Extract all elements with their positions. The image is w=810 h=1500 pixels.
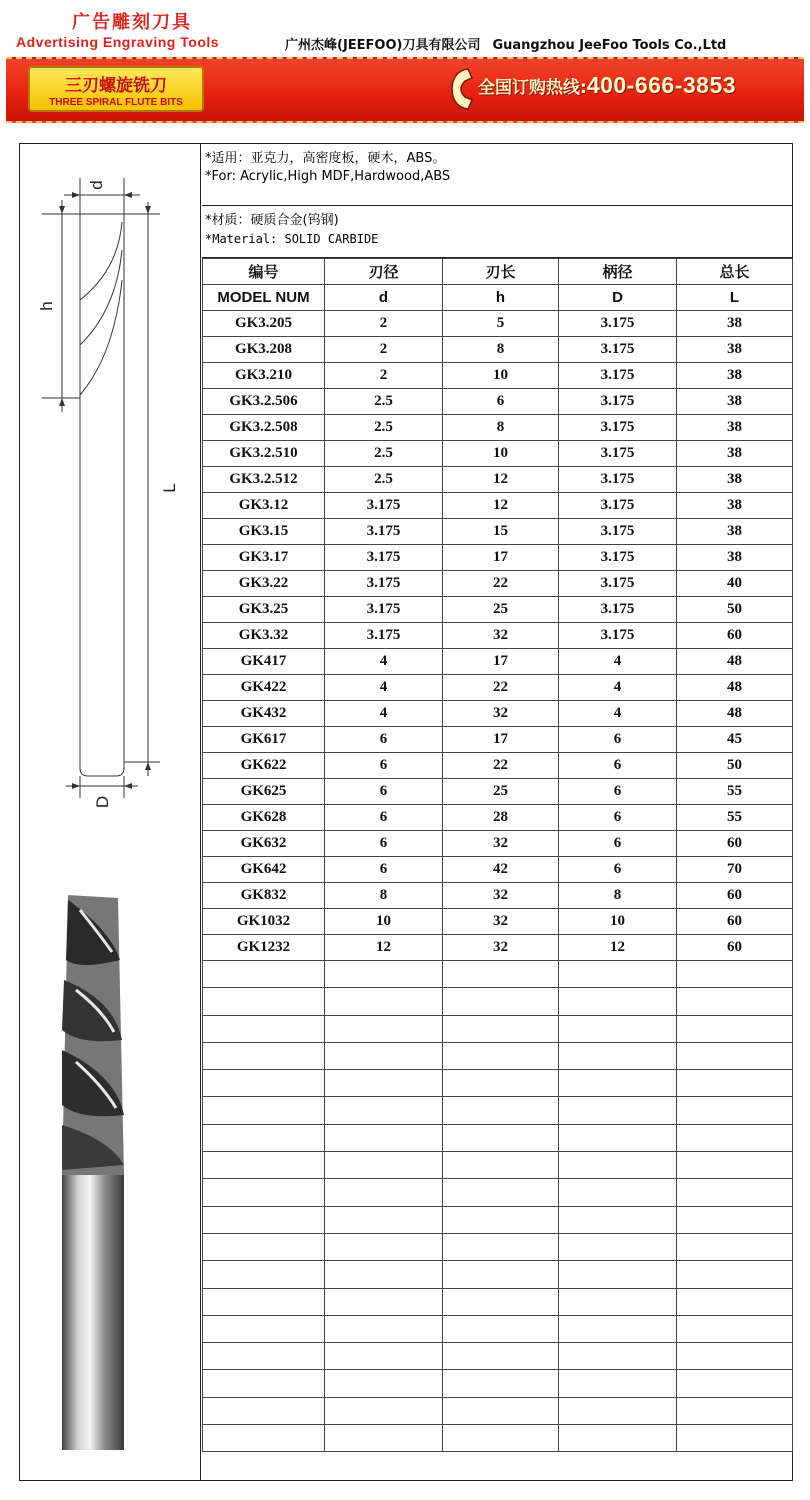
shank-diameter-cell: 3.175 [559, 571, 677, 597]
empty-cell [677, 1206, 793, 1233]
table-row [203, 467, 793, 493]
empty-cell [677, 1288, 793, 1315]
shank-diameter-cell: 3.175 [559, 597, 677, 623]
shank-diameter-cell: 4 [559, 701, 677, 727]
model-cell: GK3.25 [203, 597, 325, 623]
col-header-d-en: d [325, 285, 443, 311]
empty-cell [203, 1233, 325, 1260]
shank-diameter-cell: 6 [559, 779, 677, 805]
empty-cell [203, 1097, 325, 1124]
cutting-length-cell: 8 [443, 337, 559, 363]
overall-length-cell: 55 [677, 779, 793, 805]
cutting-diameter-cell: 3.175 [325, 623, 443, 649]
overall-length-cell: 60 [677, 623, 793, 649]
table-row [203, 857, 793, 883]
empty-cell [677, 1425, 793, 1452]
cutting-diameter-cell: 3.175 [325, 519, 443, 545]
cutting-diameter-cell: 2 [325, 337, 443, 363]
brand-name-cn: 广告雕刻刀具 [72, 12, 192, 33]
empty-cell [677, 1070, 793, 1097]
empty-cell [325, 1425, 443, 1452]
table-row [203, 311, 793, 337]
empty-cell [443, 1315, 559, 1342]
model-cell: GK3.2.508 [203, 415, 325, 441]
empty-cell [325, 1233, 443, 1260]
empty-cell [443, 1233, 559, 1260]
overall-length-cell: 38 [677, 311, 793, 337]
empty-cell [559, 1315, 677, 1342]
cutting-length-cell: 5 [443, 311, 559, 337]
empty-cell [443, 1288, 559, 1315]
empty-cell [559, 1042, 677, 1069]
cutting-length-cell: 25 [443, 597, 559, 623]
empty-cell [325, 1097, 443, 1124]
cutting-diameter-cell: 2.5 [325, 415, 443, 441]
empty-cell [443, 1425, 559, 1452]
empty-cell [443, 1097, 559, 1124]
empty-cell [325, 1397, 443, 1424]
cutting-diameter-cell: 3.175 [325, 493, 443, 519]
cutting-length-cell: 17 [443, 649, 559, 675]
model-cell: GK422 [203, 675, 325, 701]
empty-cell [203, 1206, 325, 1233]
empty-cell [325, 1206, 443, 1233]
empty-cell [677, 1042, 793, 1069]
overall-length-cell: 38 [677, 441, 793, 467]
col-header-d-cn: 刃径 [325, 259, 443, 285]
empty-cell [203, 1042, 325, 1069]
empty-cell [559, 1015, 677, 1042]
model-cell: GK625 [203, 779, 325, 805]
shank-diameter-cell: 3.175 [559, 441, 677, 467]
table-row [203, 597, 793, 623]
overall-length-cell: 38 [677, 545, 793, 571]
overall-length-cell: 40 [677, 571, 793, 597]
material-cn: *材质：硬质合金(钨钢) [205, 213, 339, 228]
cutting-diameter-cell: 3.175 [325, 571, 443, 597]
model-cell: GK832 [203, 883, 325, 909]
empty-cell [677, 1343, 793, 1370]
empty-cell [325, 1070, 443, 1097]
model-cell: GK3.208 [203, 337, 325, 363]
empty-row [203, 1261, 793, 1288]
cutting-length-cell: 17 [443, 545, 559, 571]
empty-cell [203, 1152, 325, 1179]
shank-diameter-cell: 3.175 [559, 337, 677, 363]
col-header-L-cn: 总长 [677, 259, 793, 285]
cutting-diameter-cell: 2 [325, 311, 443, 337]
overall-length-cell: 50 [677, 597, 793, 623]
table-row [203, 701, 793, 727]
empty-cell [325, 1124, 443, 1151]
cutting-length-cell: 32 [443, 883, 559, 909]
empty-row [203, 1370, 793, 1397]
model-cell: GK1232 [203, 935, 325, 961]
col-header-L-en: L [677, 285, 793, 311]
empty-cell [559, 1397, 677, 1424]
model-cell: GK3.2.510 [203, 441, 325, 467]
cutting-length-cell: 10 [443, 363, 559, 389]
cutting-length-cell: 22 [443, 753, 559, 779]
model-cell: GK628 [203, 805, 325, 831]
bit-product-photo [40, 890, 160, 1455]
cutting-length-cell: 32 [443, 623, 559, 649]
product-title-cn: 三刃螺旋铣刀 [65, 76, 167, 96]
table-row [203, 545, 793, 571]
empty-row [203, 1097, 793, 1124]
label-D: D [93, 795, 112, 809]
shank-diameter-cell: 3.175 [559, 545, 677, 571]
empty-cell [203, 1288, 325, 1315]
table-row [203, 389, 793, 415]
phone-icon [446, 66, 476, 112]
company-name-cn: 广州杰峰(JEEFOO)刀具有限公司 [285, 38, 481, 53]
empty-row [203, 1233, 793, 1260]
empty-cell [677, 1370, 793, 1397]
empty-cell [443, 1343, 559, 1370]
empty-cell [203, 1124, 325, 1151]
shank-diameter-cell: 3.175 [559, 519, 677, 545]
empty-cell [559, 988, 677, 1015]
model-cell: GK642 [203, 857, 325, 883]
shank-diameter-cell: 6 [559, 857, 677, 883]
empty-cell [677, 1397, 793, 1424]
empty-cell [203, 1343, 325, 1370]
table-row [203, 571, 793, 597]
empty-cell [559, 1261, 677, 1288]
table-row [203, 727, 793, 753]
empty-row [203, 1425, 793, 1452]
empty-cell [559, 1425, 677, 1452]
empty-cell [325, 1042, 443, 1069]
empty-cell [443, 1152, 559, 1179]
overall-length-cell: 48 [677, 701, 793, 727]
model-cell: GK3.32 [203, 623, 325, 649]
shank-diameter-cell: 3.175 [559, 623, 677, 649]
empty-cell [443, 1070, 559, 1097]
shank-diameter-cell: 6 [559, 805, 677, 831]
header-row-en [203, 285, 793, 311]
empty-cell [559, 961, 677, 988]
shank-diameter-cell: 3.175 [559, 415, 677, 441]
col-header-D-cn: 柄径 [559, 259, 677, 285]
empty-row [203, 1343, 793, 1370]
cutting-length-cell: 10 [443, 441, 559, 467]
model-cell: GK3.12 [203, 493, 325, 519]
material-en: *Material: SOLID CARBIDE [205, 232, 379, 246]
empty-row [203, 1315, 793, 1342]
table-row [203, 675, 793, 701]
product-title-en: THREE SPIRAL FLUTE BITS [49, 97, 183, 108]
empty-cell [203, 988, 325, 1015]
cutting-diameter-cell: 6 [325, 753, 443, 779]
empty-row [203, 1179, 793, 1206]
cutting-length-cell: 28 [443, 805, 559, 831]
empty-row [203, 1288, 793, 1315]
shank-diameter-cell: 3.175 [559, 311, 677, 337]
cutting-diameter-cell: 2.5 [325, 441, 443, 467]
empty-cell [443, 1015, 559, 1042]
empty-cell [677, 1152, 793, 1179]
model-cell: GK3.2.506 [203, 389, 325, 415]
material-info [202, 207, 792, 258]
empty-cell [677, 1315, 793, 1342]
cutting-diameter-cell: 2.5 [325, 389, 443, 415]
cutting-length-cell: 6 [443, 389, 559, 415]
cutting-length-cell: 22 [443, 571, 559, 597]
empty-cell [677, 1015, 793, 1042]
cutting-length-cell: 32 [443, 831, 559, 857]
overall-length-cell: 60 [677, 831, 793, 857]
empty-cell [677, 961, 793, 988]
overall-length-cell: 48 [677, 649, 793, 675]
empty-row [203, 1070, 793, 1097]
empty-cell [559, 1233, 677, 1260]
table-row [203, 363, 793, 389]
table-row [203, 909, 793, 935]
empty-cell [443, 961, 559, 988]
empty-cell [203, 1425, 325, 1452]
cutting-length-cell: 12 [443, 467, 559, 493]
col-header-model-en: MODEL NUM [203, 285, 325, 311]
overall-length-cell: 38 [677, 363, 793, 389]
label-d: d [87, 180, 106, 190]
empty-cell [203, 1015, 325, 1042]
overall-length-cell: 55 [677, 805, 793, 831]
spec-table [202, 258, 793, 1452]
overall-length-cell: 60 [677, 935, 793, 961]
overall-length-cell: 38 [677, 415, 793, 441]
cutting-length-cell: 17 [443, 727, 559, 753]
overall-length-cell: 38 [677, 389, 793, 415]
cutting-length-cell: 12 [443, 493, 559, 519]
empty-cell [203, 1179, 325, 1206]
empty-cell [559, 1179, 677, 1206]
company-name-en: Guangzhou JeeFoo Tools Co.,Ltd [492, 38, 727, 53]
overall-length-cell: 38 [677, 493, 793, 519]
empty-cell [559, 1097, 677, 1124]
cutting-length-cell: 15 [443, 519, 559, 545]
overall-length-cell: 50 [677, 753, 793, 779]
empty-cell [677, 1233, 793, 1260]
empty-row [203, 1124, 793, 1151]
usage-cn: *适用：亚克力，高密度板，硬木，ABS。 [205, 151, 446, 166]
model-cell: GK3.2.512 [203, 467, 325, 493]
cutting-length-cell: 8 [443, 415, 559, 441]
table-row [203, 623, 793, 649]
empty-cell [203, 1261, 325, 1288]
shank-diameter-cell: 10 [559, 909, 677, 935]
table-row [203, 337, 793, 363]
empty-cell [325, 1261, 443, 1288]
empty-cell [203, 1397, 325, 1424]
cutting-diameter-cell: 2.5 [325, 467, 443, 493]
empty-cell [677, 1097, 793, 1124]
empty-cell [443, 1124, 559, 1151]
empty-row [203, 1397, 793, 1424]
bit-dimension-drawing [22, 150, 200, 830]
cutting-length-cell: 32 [443, 701, 559, 727]
table-row [203, 883, 793, 909]
hotline-number: 400-666-3853 [586, 72, 737, 98]
shank-diameter-cell: 3.175 [559, 493, 677, 519]
empty-cell [443, 1179, 559, 1206]
empty-cell [443, 1261, 559, 1288]
overall-length-cell: 38 [677, 519, 793, 545]
brand-name-en: Advertising Engraving Tools [16, 34, 220, 50]
table-row [203, 935, 793, 961]
product-badge [28, 66, 204, 112]
cutting-diameter-cell: 2 [325, 363, 443, 389]
empty-cell [677, 1179, 793, 1206]
col-header-h-en: h [443, 285, 559, 311]
empty-cell [559, 1152, 677, 1179]
empty-cell [559, 1070, 677, 1097]
empty-cell [203, 1070, 325, 1097]
header-row-cn [203, 259, 793, 285]
empty-cell [559, 1206, 677, 1233]
cutting-length-cell: 25 [443, 779, 559, 805]
col-header-h-cn: 刃长 [443, 259, 559, 285]
model-cell: GK617 [203, 727, 325, 753]
empty-cell [325, 1343, 443, 1370]
empty-cell [443, 1397, 559, 1424]
empty-cell [325, 961, 443, 988]
empty-cell [203, 1315, 325, 1342]
application-info [202, 144, 792, 206]
shank-diameter-cell: 6 [559, 831, 677, 857]
usage-en: *For: Acrylic,High MDF,Hardwood,ABS [205, 169, 451, 184]
shank-diameter-cell: 6 [559, 753, 677, 779]
empty-cell [443, 988, 559, 1015]
empty-cell [203, 961, 325, 988]
cutting-length-cell: 22 [443, 675, 559, 701]
cutting-length-cell: 32 [443, 909, 559, 935]
empty-cell [677, 1124, 793, 1151]
cutting-diameter-cell: 10 [325, 909, 443, 935]
col-header-model-cn: 编号 [203, 259, 325, 285]
overall-length-cell: 48 [677, 675, 793, 701]
empty-cell [325, 1370, 443, 1397]
overall-length-cell: 60 [677, 909, 793, 935]
company-name [285, 34, 726, 53]
model-cell: GK632 [203, 831, 325, 857]
cutting-length-cell: 32 [443, 935, 559, 961]
model-cell: GK432 [203, 701, 325, 727]
table-row [203, 831, 793, 857]
shank-diameter-cell: 12 [559, 935, 677, 961]
empty-cell [203, 1370, 325, 1397]
cutting-diameter-cell: 8 [325, 883, 443, 909]
overall-length-cell: 45 [677, 727, 793, 753]
label-L: L [160, 483, 179, 493]
shank-diameter-cell: 3.175 [559, 389, 677, 415]
overall-length-cell: 38 [677, 337, 793, 363]
empty-cell [443, 1042, 559, 1069]
table-row [203, 753, 793, 779]
empty-row [203, 1042, 793, 1069]
model-cell: GK3.17 [203, 545, 325, 571]
cutting-length-cell: 42 [443, 857, 559, 883]
shank-diameter-cell: 3.175 [559, 467, 677, 493]
table-row [203, 805, 793, 831]
empty-cell [325, 1315, 443, 1342]
empty-cell [443, 1206, 559, 1233]
cutting-diameter-cell: 6 [325, 857, 443, 883]
empty-cell [559, 1124, 677, 1151]
shank-diameter-cell: 3.175 [559, 363, 677, 389]
table-row [203, 649, 793, 675]
cutting-diameter-cell: 4 [325, 701, 443, 727]
model-cell: GK1032 [203, 909, 325, 935]
overall-length-cell: 60 [677, 883, 793, 909]
empty-row [203, 1152, 793, 1179]
empty-row [203, 988, 793, 1015]
empty-cell [325, 1179, 443, 1206]
cutting-diameter-cell: 4 [325, 675, 443, 701]
table-row [203, 519, 793, 545]
cutting-diameter-cell: 6 [325, 805, 443, 831]
empty-cell [325, 1152, 443, 1179]
page-header [0, 0, 810, 60]
col-header-D-en: D [559, 285, 677, 311]
table-row [203, 493, 793, 519]
model-cell: GK3.205 [203, 311, 325, 337]
empty-cell [325, 1288, 443, 1315]
order-hotline [478, 72, 736, 99]
empty-cell [325, 988, 443, 1015]
model-cell: GK417 [203, 649, 325, 675]
hotline-label: 全国订购热线: [478, 78, 587, 98]
model-cell: GK622 [203, 753, 325, 779]
shank-diameter-cell: 4 [559, 675, 677, 701]
cutting-diameter-cell: 6 [325, 779, 443, 805]
empty-cell [677, 1261, 793, 1288]
table-row [203, 415, 793, 441]
empty-row [203, 1015, 793, 1042]
empty-cell [559, 1370, 677, 1397]
table-row [203, 441, 793, 467]
cutting-diameter-cell: 3.175 [325, 597, 443, 623]
empty-cell [559, 1343, 677, 1370]
empty-cell [325, 1015, 443, 1042]
cutting-diameter-cell: 6 [325, 831, 443, 857]
overall-length-cell: 38 [677, 467, 793, 493]
model-cell: GK3.22 [203, 571, 325, 597]
cutting-diameter-cell: 4 [325, 649, 443, 675]
empty-row [203, 1206, 793, 1233]
shank-diameter-cell: 8 [559, 883, 677, 909]
cutting-diameter-cell: 6 [325, 727, 443, 753]
model-cell: GK3.15 [203, 519, 325, 545]
table-row [203, 779, 793, 805]
model-cell: GK3.210 [203, 363, 325, 389]
shank-diameter-cell: 6 [559, 727, 677, 753]
empty-cell [443, 1370, 559, 1397]
overall-length-cell: 70 [677, 857, 793, 883]
empty-cell [677, 988, 793, 1015]
label-h: h [37, 301, 56, 311]
shank-diameter-cell: 4 [559, 649, 677, 675]
cutting-diameter-cell: 12 [325, 935, 443, 961]
empty-row [203, 961, 793, 988]
empty-cell [559, 1288, 677, 1315]
cutting-diameter-cell: 3.175 [325, 545, 443, 571]
